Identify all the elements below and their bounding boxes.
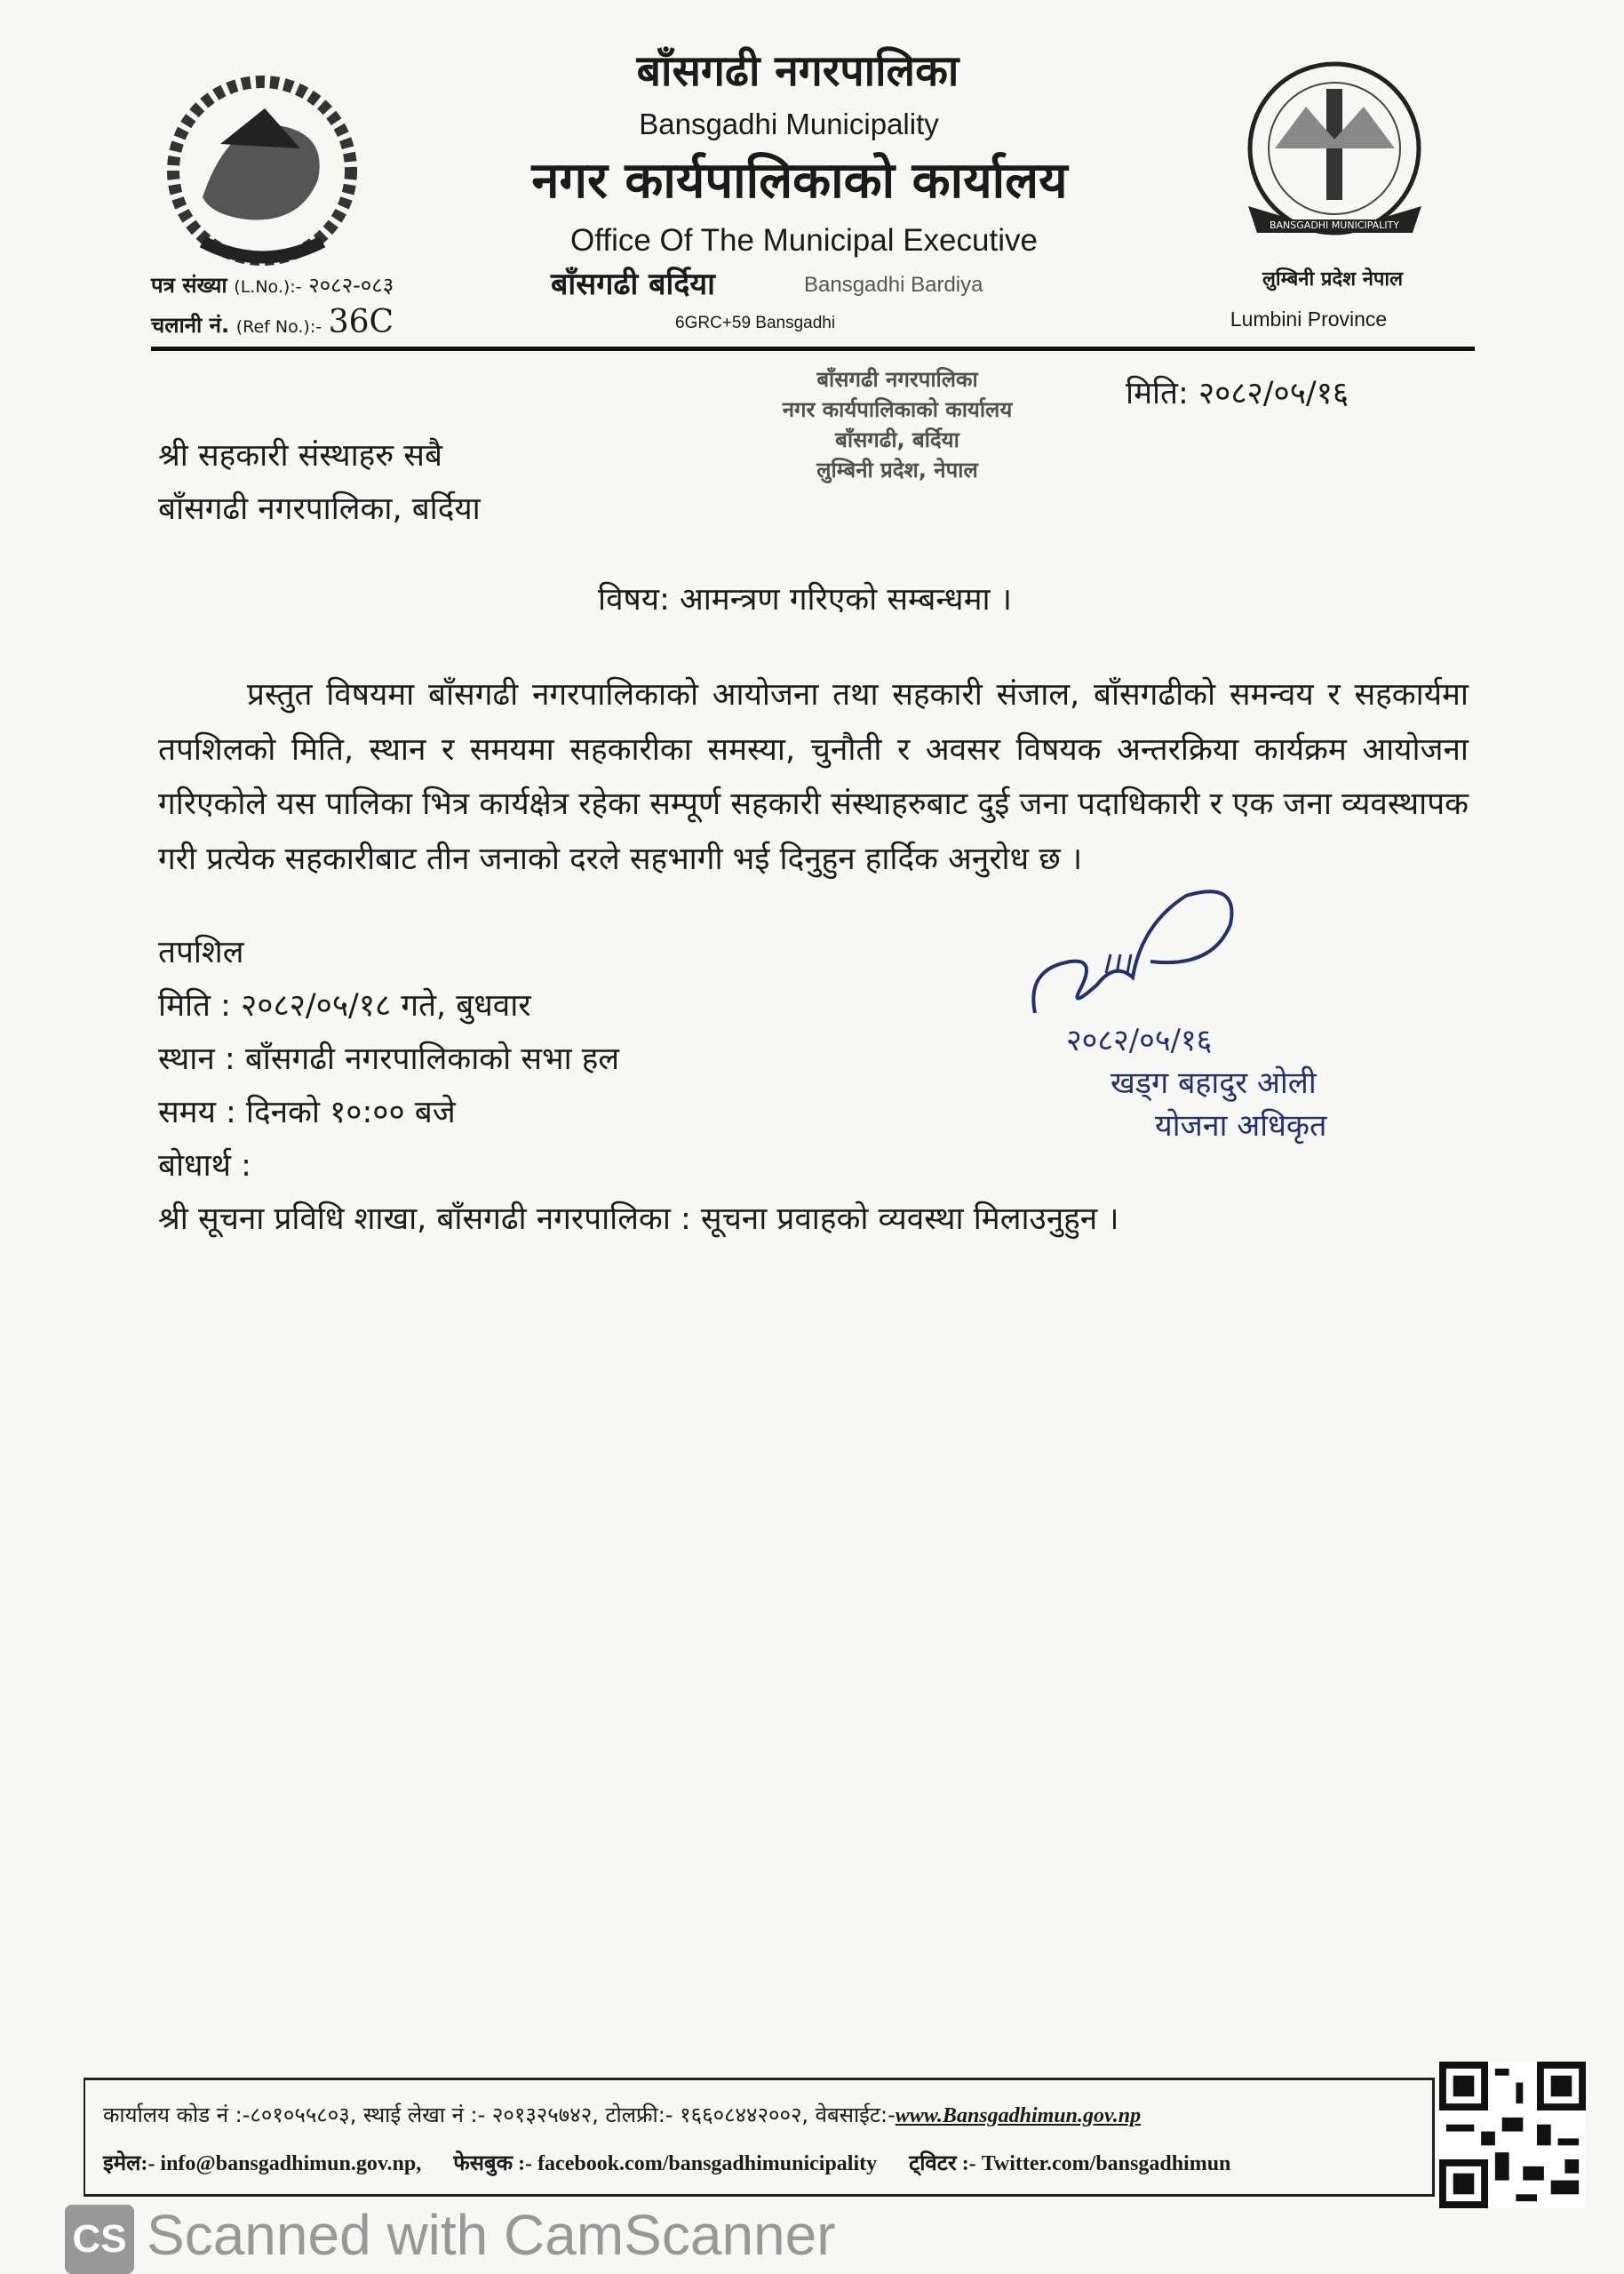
- province-en: Lumbini Province: [1230, 307, 1388, 331]
- reference-number: [151, 304, 394, 346]
- plus-code: 6GRC+59 Bansgadhi: [675, 314, 836, 332]
- letter-number-en-label: (L.No.):-: [234, 277, 302, 297]
- location-np: बाँसगढी बर्दिया: [551, 267, 715, 302]
- facebook-link[interactable]: facebook.com/bansgadhimunicipality: [537, 2152, 878, 2175]
- nepal-emblem-logo: [149, 64, 376, 273]
- detail-venue: स्थान : बाँसगढी नगरपालिकाको सभा हल: [158, 1041, 620, 1077]
- email-link[interactable]: info@bansgadhimun.gov.np,: [160, 2152, 422, 2175]
- office-name-en: Office Of The Municipal Executive: [570, 223, 1038, 258]
- municipality-logo: [1230, 55, 1439, 259]
- stamp-line: नगर कार्यपालिकाको कार्यालय: [782, 397, 1013, 422]
- signatory-title: योजना अधिकृत: [1155, 1108, 1327, 1144]
- camscanner-watermark: [65, 2200, 836, 2274]
- reference-number-value: 36C: [328, 304, 394, 340]
- twitter-link[interactable]: Twitter.com/bansgadhimun: [981, 2152, 1231, 2175]
- office-codes: कार्यालय कोड नं :-८०१०५५८०३, स्थाई लेखा नं :- २०१३२५७४२, टोलफ्री:- १६६०८४४२००२, वेबसाईट:-: [103, 2102, 896, 2127]
- cc-line: श्री सूचना प्रविधि शाखा, बाँसगढी नगरपालिका : सूचना प्रवाहको व्यवस्था मिलाउनुहुन ।: [158, 1201, 1119, 1237]
- stamp-line: बाँसगढी नगरपालिका: [816, 367, 978, 392]
- watermark-text: Scanned with CamScanner: [147, 2203, 836, 2267]
- footer-line-2: [103, 2148, 1230, 2177]
- recipient-line-1: श्री सहकारी संस्थाहरु सबै: [158, 438, 442, 474]
- letter-number-label: पत्र संख्या: [151, 273, 227, 298]
- footer-line-1: [103, 2100, 1141, 2129]
- subject: विषय: आमन्त्रण गरिएको सम्बन्धमा ।: [598, 582, 1012, 618]
- letter-number-value: २०८२-०८३: [308, 273, 394, 298]
- letter-content: [158, 668, 1469, 1246]
- twitter-label: ट्विटर :-: [909, 2152, 976, 2175]
- qr-code: [1439, 2062, 1586, 2208]
- detail-date: मिति : २०८२/०५/१८ गते, बुधवार: [158, 988, 531, 1024]
- email-label: इमेल:-: [103, 2152, 155, 2175]
- stamp-line: बाँसगढी, बर्दिया: [835, 427, 959, 452]
- province-np: लुम्बिनी प्रदेश नेपाल: [1262, 268, 1404, 291]
- signature-scribble: [1017, 880, 1248, 1022]
- details-heading: तपशिल: [158, 935, 244, 970]
- header-divider: [151, 347, 1475, 351]
- stamp-line: लुम्बिनी प्रदेश, नेपाल: [816, 458, 978, 483]
- letter-body: प्रस्तुत विषयमा बाँसगढी नगरपालिकाको आयोजना तथा सहकारी संजाल, बाँसगढीको समन्वय र सहकार्यमा तपशिलको मिति, स्थान र समयमा सहकारीका समस्या, चुनौती र अवसर विषयक अन्तरक्रिया कार्यक्रम आयोजना गरिएकोले यस पालिका भित्र कार्यक्षेत्र रहेका सम्पूर्ण सहकारी संस्थाहरुबाट दुई जना पदाधिकारी र एक जना व्यवस्थापक गरी प्रत्येक सहकारीबाट तीन जनाको दरले सहभागी भई दिनुहुन हार्दिक अनुरोध छ ।: [158, 677, 1469, 877]
- recipient-line-2: बाँसगढी नगरपालिका, बर्दिया: [158, 491, 481, 527]
- camscanner-logo-icon: CS: [65, 2205, 134, 2274]
- signatory-name: खड्ग बहादुर ओली: [1111, 1065, 1317, 1101]
- cc-heading: बोधार्थ :: [158, 1148, 251, 1184]
- footer-contact-box: [84, 2078, 1435, 2197]
- detail-time: समय : दिनको १०:०० बजे: [158, 1095, 456, 1130]
- facebook-label: फेसबुक :-: [453, 2152, 533, 2175]
- website-link[interactable]: www.Bansgadhimun.gov.np: [895, 2104, 1142, 2127]
- org-name-np: बाँसगढी नगरपालिका: [636, 46, 959, 96]
- office-name-np: नगर कार्यपालिकाको कार्यालय: [531, 152, 1068, 210]
- letter-number: [151, 270, 394, 302]
- location-en: Bansgadhi Bardiya: [804, 273, 983, 297]
- signature-date: २०८२/०५/१६: [1066, 1023, 1213, 1058]
- letter-date: मिति: २०८२/०५/१६: [1126, 376, 1349, 411]
- reference-number-label: चलानी नं.: [151, 313, 230, 338]
- org-name-en: Bansgadhi Municipality: [639, 108, 939, 140]
- office-stamp: [728, 364, 1066, 485]
- logo-banner-text: BANSGADHI MUNICIPALITY: [1269, 219, 1400, 231]
- reference-number-en-label: (Ref No.):-: [235, 317, 322, 337]
